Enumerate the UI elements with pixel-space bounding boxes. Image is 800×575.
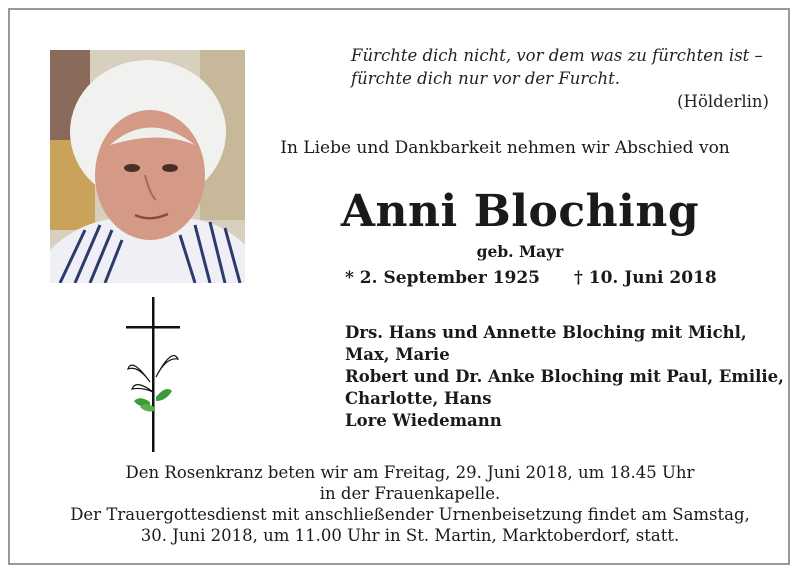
death-date: † 10. Juni 2018: [573, 268, 717, 288]
life-dates: [345, 268, 765, 288]
family-line: Drs. Hans und Annette Bloching mit Michl,: [345, 323, 747, 342]
quote-line-1: Fürchte dich nicht, vor dem was zu fürchten ist –: [351, 46, 763, 65]
family-line: Lore Wiedemann: [345, 411, 502, 430]
intro-text: In Liebe und Dankbarkeit nehmen wir Abschied von: [280, 138, 730, 158]
family-list: [345, 322, 785, 432]
rosary-line-2: in der Frauenkapelle.: [319, 484, 501, 503]
quote-author: (Hölderlin): [677, 92, 769, 111]
family-line: Charlotte, Hans: [345, 389, 492, 408]
family-line: Robert und Dr. Anke Bloching mit Paul, Emilie,: [345, 367, 784, 386]
rosary-line-1: Den Rosenkranz beten wir am Freitag, 29. Juni 2018, um 18.45 Uhr: [125, 463, 695, 482]
birth-date: * 2. September 1925: [345, 268, 541, 288]
cross-lily-icon: [120, 297, 190, 461]
portrait-image: [50, 50, 245, 283]
maiden-name: geb. Mayr: [476, 242, 564, 261]
funeral-line-1: Der Trauergottesdienst mit anschließender Urnenbeisetzung findet am Samstag,: [70, 505, 750, 524]
funeral-line-2: 30. Juni 2018, um 11.00 Uhr in St. Martin, Marktoberdorf, statt.: [140, 526, 680, 545]
deceased-name: Anni Bloching: [340, 186, 700, 237]
service-info: [40, 462, 780, 546]
obituary-frame: [8, 8, 790, 565]
family-line: Max, Marie: [345, 345, 450, 364]
quote-line-2: fürchte dich nur vor der Furcht.: [351, 69, 621, 88]
quote: [315, 44, 775, 113]
portrait-photo: [50, 50, 245, 283]
